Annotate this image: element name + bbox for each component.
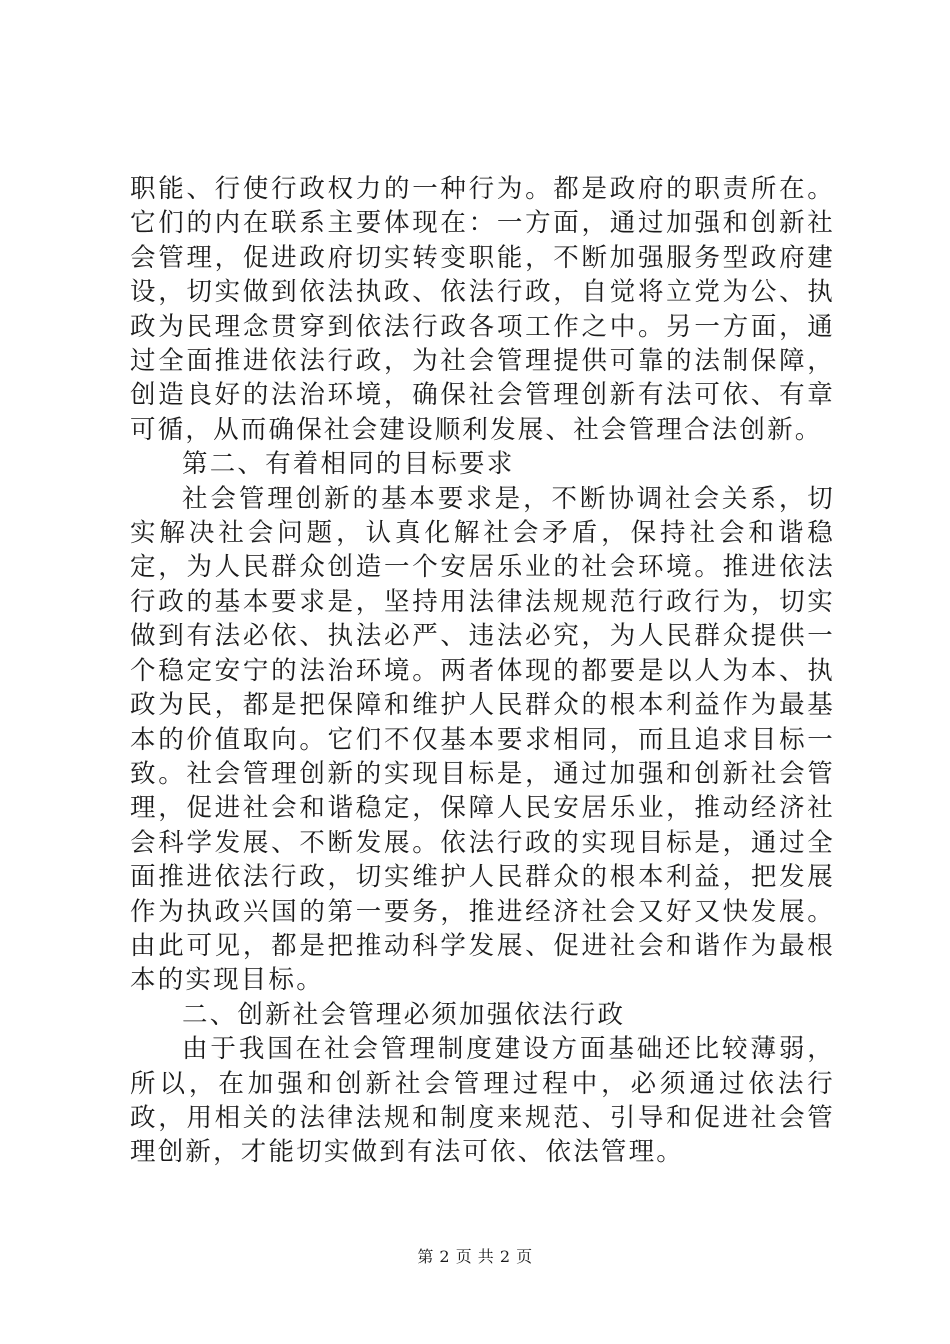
paragraph-continuation: 职能、行使行政权力的一种行为。都是政府的职责所在。它们的内在联系主要体现在：一方面，通过加强和创新社会管理，促进政府切实转变职能，不断加强服务型政府建设，切实做到依法执政、依法行政，自觉将立党为公、执政为民理念贯穿到依法行政各项工作之中。另一方面，通过全面推进依法行政，为社会管理提供可靠的法制保障，创造良好的法治环境，确保社会管理创新有法可依、有章可循，从而确保社会建设顺利发展、社会管理合法创新。	[130, 174, 835, 445]
section-heading-second-point: 第二、有着相同的目标要求	[182, 449, 515, 480]
section-heading-part-two: 二、创新社会管理必须加强依法行政	[182, 999, 626, 1030]
paragraph-legal-administration: 由于我国在社会管理制度建设方面基础还比较薄弱，所以，在加强和创新社会管理过程中，必须通过依法行政，用相关的法律法规和制度来规范、引导和促进社会管理创新，才能切实做到有法可依、依法管理。	[130, 1034, 835, 1168]
document-body	[130, 172, 835, 1170]
paragraph-goals: 社会管理创新的基本要求是，不断协调社会关系，切实解决社会问题，认真化解社会矛盾，保持社会和谐稳定，为人民群众创造一个安居乐业的社会环境。推进依法行政的基本要求是，坚持用法律法规规范行政行为，切实做到有法必依、执法必严、违法必究，为人民群众提供一个稳定安宁的法治环境。两者体现的都要是以人为本、执政为民，都是把保障和维护人民群众的根本利益作为最基本的价值取向。它们不仅基本要求相同，而且追求目标一致。社会管理创新的实现目标是，通过加强和创新社会管理，促进社会和谐稳定，保障人民安居乐业，推动经济社会科学发展、不断发展。依法行政的实现目标是，通过全面推进依法行政，切实维护人民群众的根本利益，把发展作为执政兴国的第一要务，推进经济社会又好又快发展。由此可见，都是把推动科学发展、促进社会和谐作为最根本的实现目标。	[130, 483, 835, 996]
page-number-footer: 第 2 页 共 2 页	[417, 1247, 533, 1266]
